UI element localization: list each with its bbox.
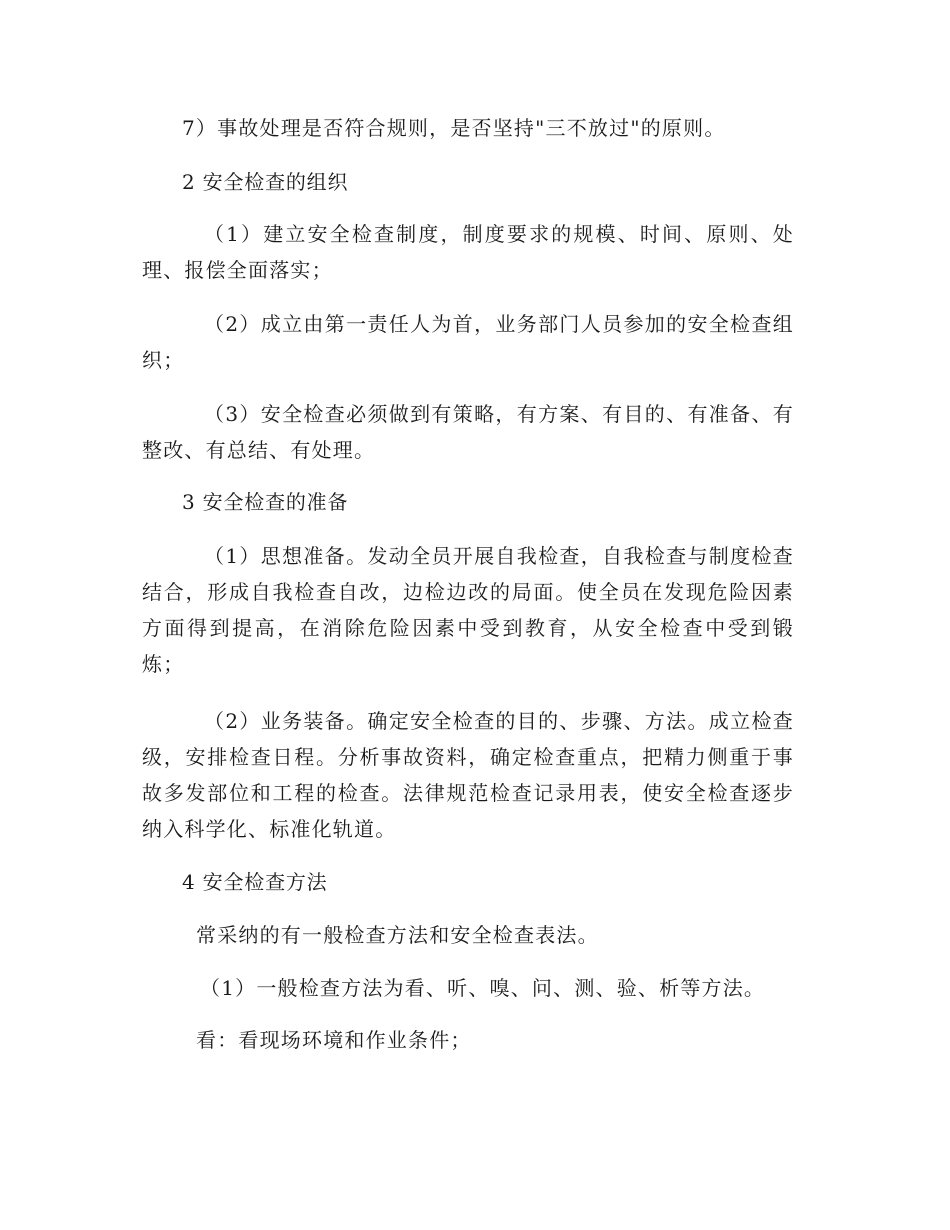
heading-inspection-preparation: 3 安全检查的准备 bbox=[182, 490, 349, 514]
paragraph-look-method: 看：看现场环境和作业条件； bbox=[196, 1028, 472, 1052]
paragraph-methods-intro: 常采纳的有一般检查方法和安全检查表法。 bbox=[196, 923, 599, 947]
paragraph-accident-handling: 7）事故处理是否符合规则，是否坚持"三不放过"的原则。 bbox=[182, 116, 726, 140]
paragraph-prep-item-1: （1）思想准备。发动全员开展自我检查，自我检查与制度检查结合，形成自我检查自改，边检边改的局面。使全员在发现危险因素方面得到提高，在消除危险因素中受到教育，从安全检查中受到锻炼； bbox=[142, 544, 794, 676]
heading-inspection-methods: 4 安全检查方法 bbox=[182, 870, 328, 894]
paragraph-prep-item-2: （2）业务装备。确定安全检查的目的、步骤、方法。成立检查级，安排检查日程。分析事故资料，确定检查重点，把精力侧重于事故多发部位和工程的检查。法律规范检查记录用表，使安全检查逐步纳入科学化、标准化轨道。 bbox=[142, 709, 794, 841]
paragraph-org-item-1: （1）建立安全检查制度，制度要求的规模、时间、原则、处理、报偿全面落实； bbox=[142, 222, 794, 282]
paragraph-org-item-3: （3）安全检查必须做到有策略，有方案、有目的、有准备、有整改、有总结、有处理。 bbox=[142, 402, 794, 462]
paragraph-org-item-2: （2）成立由第一责任人为首，业务部门人员参加的安全检查组织； bbox=[142, 312, 794, 372]
paragraph-general-method: （1）一般检查方法为看、听、嗅、问、测、验、析等方法。 bbox=[200, 976, 766, 1000]
heading-inspection-organization: 2 安全检查的组织 bbox=[182, 170, 349, 194]
